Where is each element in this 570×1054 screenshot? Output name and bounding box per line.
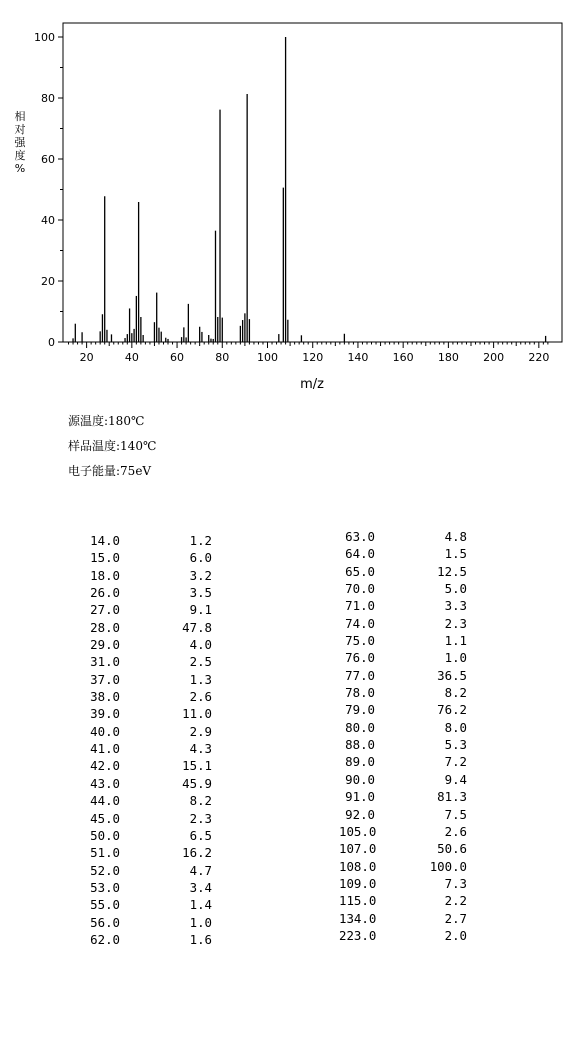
x-tick-label: 40 bbox=[124, 351, 139, 364]
table-row bbox=[84, 775, 212, 792]
intensity-value: 2.3 bbox=[189, 810, 212, 826]
table-row bbox=[84, 723, 212, 740]
y-label-char: 对 bbox=[14, 123, 26, 136]
y-label-char: 度 bbox=[14, 149, 26, 162]
intensity-value: 36.5 bbox=[437, 667, 467, 683]
intensity-value: 1.0 bbox=[189, 914, 212, 930]
intensity-value: 2.0 bbox=[444, 927, 467, 943]
intensity-value: 1.4 bbox=[189, 897, 212, 913]
mz-value: 38.0 bbox=[90, 689, 120, 705]
table-row bbox=[339, 580, 467, 597]
mz-value: 107.0 bbox=[339, 841, 377, 857]
mz-value: 39.0 bbox=[90, 706, 120, 722]
mz-value: 62.0 bbox=[90, 931, 120, 947]
y-label-char: 强 bbox=[14, 136, 26, 149]
intensity-value: 45.9 bbox=[182, 775, 212, 791]
table-row bbox=[84, 810, 212, 827]
intensity-value: 4.3 bbox=[189, 741, 212, 757]
mz-value: 70.0 bbox=[345, 581, 375, 597]
intensity-value: 16.2 bbox=[182, 845, 212, 861]
table-row bbox=[339, 788, 467, 805]
y-tick-label: 60 bbox=[41, 153, 55, 166]
y-tick-label: 80 bbox=[41, 92, 55, 105]
mz-value: 56.0 bbox=[90, 914, 120, 930]
intensity-value: 1.5 bbox=[444, 546, 467, 562]
intensity-value: 2.6 bbox=[444, 823, 467, 839]
mz-value: 65.0 bbox=[345, 563, 375, 579]
x-tick-label: 140 bbox=[347, 351, 369, 364]
mz-value: 91.0 bbox=[345, 789, 375, 805]
intensity-value: 1.6 bbox=[189, 931, 212, 947]
plot-frame bbox=[63, 23, 562, 342]
table-row bbox=[84, 653, 212, 670]
mz-value: 14.0 bbox=[90, 533, 120, 548]
table-row bbox=[84, 792, 212, 809]
intensity-value: 8.0 bbox=[444, 719, 467, 735]
intensity-value: 5.3 bbox=[444, 737, 467, 753]
mz-value: 37.0 bbox=[90, 671, 120, 687]
intensity-value: 9.1 bbox=[189, 602, 212, 618]
table-row bbox=[339, 823, 467, 840]
mz-value: 45.0 bbox=[90, 810, 120, 826]
x-tick-label: 80 bbox=[215, 351, 230, 364]
mz-value: 63.0 bbox=[345, 529, 375, 544]
x-tick-label: 120 bbox=[302, 351, 324, 364]
mz-value: 80.0 bbox=[345, 719, 375, 735]
mz-value: 53.0 bbox=[90, 879, 120, 895]
mz-value: 115.0 bbox=[339, 893, 377, 909]
mz-value: 26.0 bbox=[90, 585, 120, 601]
mz-value: 71.0 bbox=[345, 598, 375, 614]
mz-value: 27.0 bbox=[90, 602, 120, 618]
intensity-value: 4.7 bbox=[189, 862, 212, 878]
peak-table-left bbox=[84, 532, 212, 948]
sample-temperature: 样品温度:140℃ bbox=[68, 439, 157, 453]
intensity-value: 3.3 bbox=[444, 598, 467, 614]
mz-value: 92.0 bbox=[345, 806, 375, 822]
table-row bbox=[339, 719, 467, 736]
peak-bars bbox=[73, 37, 546, 342]
mz-value: 89.0 bbox=[345, 754, 375, 770]
table-row bbox=[339, 736, 467, 753]
table-row bbox=[339, 667, 467, 684]
source-temperature: 源温度:180℃ bbox=[68, 414, 145, 428]
table-row bbox=[339, 649, 467, 666]
table-row bbox=[339, 684, 467, 701]
table-row bbox=[84, 532, 212, 549]
intensity-value: 2.2 bbox=[444, 893, 467, 909]
intensity-value: 1.3 bbox=[189, 671, 212, 687]
table-row bbox=[339, 892, 467, 909]
table-row bbox=[339, 615, 467, 632]
mz-value: 108.0 bbox=[339, 858, 377, 874]
table-row bbox=[84, 827, 212, 844]
table-row bbox=[339, 858, 467, 875]
mz-value: 52.0 bbox=[90, 862, 120, 878]
mz-value: 44.0 bbox=[90, 793, 120, 809]
peak-table-right bbox=[339, 528, 467, 944]
intensity-value: 2.7 bbox=[444, 910, 467, 926]
intensity-value: 7.3 bbox=[444, 875, 467, 891]
x-tick-label: 160 bbox=[392, 351, 414, 364]
mz-value: 51.0 bbox=[90, 845, 120, 861]
table-row bbox=[84, 740, 212, 757]
intensity-value: 81.3 bbox=[437, 789, 467, 805]
table-row bbox=[339, 927, 467, 944]
x-axis bbox=[69, 342, 550, 364]
intensity-value: 2.5 bbox=[189, 654, 212, 670]
table-row bbox=[84, 914, 212, 931]
table-row bbox=[84, 879, 212, 896]
table-row bbox=[339, 840, 467, 857]
intensity-value: 8.2 bbox=[444, 685, 467, 701]
intensity-value: 7.2 bbox=[444, 754, 467, 770]
table-row bbox=[84, 757, 212, 774]
table-row bbox=[339, 545, 467, 562]
intensity-value: 15.1 bbox=[182, 758, 212, 774]
mz-value: 134.0 bbox=[339, 910, 377, 926]
table-row bbox=[84, 844, 212, 861]
mz-value: 50.0 bbox=[90, 827, 120, 843]
table-row bbox=[84, 601, 212, 618]
y-tick-label: 0 bbox=[48, 336, 55, 349]
mz-value: 42.0 bbox=[90, 758, 120, 774]
intensity-value: 11.0 bbox=[182, 706, 212, 722]
mz-value: 64.0 bbox=[345, 546, 375, 562]
electron-energy: 电子能量:75eV bbox=[68, 464, 152, 478]
y-axis-label bbox=[15, 109, 27, 175]
intensity-value: 1.1 bbox=[444, 633, 467, 649]
mz-value: 76.0 bbox=[345, 650, 375, 666]
table-row bbox=[84, 671, 212, 688]
intensity-value: 1.0 bbox=[444, 650, 467, 666]
y-label-char: % bbox=[14, 162, 26, 175]
intensity-value: 4.0 bbox=[189, 637, 212, 653]
y-tick-label: 40 bbox=[41, 214, 55, 227]
intensity-value: 76.2 bbox=[437, 702, 467, 718]
y-label-char: 相 bbox=[14, 110, 26, 123]
table-row bbox=[339, 597, 467, 614]
mz-value: 105.0 bbox=[339, 823, 377, 839]
intensity-value: 3.4 bbox=[189, 879, 212, 895]
y-tick-label: 20 bbox=[41, 275, 55, 288]
intensity-value: 6.5 bbox=[189, 827, 212, 843]
intensity-value: 7.5 bbox=[444, 806, 467, 822]
table-row bbox=[84, 619, 212, 636]
intensity-value: 3.5 bbox=[189, 585, 212, 601]
table-row bbox=[339, 753, 467, 770]
table-row bbox=[339, 528, 467, 545]
intensity-value: 50.6 bbox=[437, 841, 467, 857]
x-axis-label: m/z bbox=[300, 377, 324, 392]
mass-spectrum-chart bbox=[0, 0, 570, 400]
x-tick-label: 60 bbox=[170, 351, 185, 364]
table-row bbox=[339, 806, 467, 823]
x-tick-label: 180 bbox=[437, 351, 459, 364]
intensity-value: 2.9 bbox=[189, 723, 212, 739]
table-row bbox=[339, 875, 467, 892]
table-row bbox=[339, 910, 467, 927]
mz-value: 78.0 bbox=[345, 685, 375, 701]
intensity-value: 1.2 bbox=[189, 533, 212, 548]
intensity-value: 47.8 bbox=[182, 619, 212, 635]
y-axis bbox=[34, 31, 63, 349]
mz-value: 223.0 bbox=[339, 927, 377, 943]
intensity-value: 4.8 bbox=[444, 529, 467, 544]
mz-value: 109.0 bbox=[339, 875, 377, 891]
table-row bbox=[84, 584, 212, 601]
mz-value: 18.0 bbox=[90, 567, 120, 583]
intensity-value: 5.0 bbox=[444, 581, 467, 597]
table-row bbox=[84, 636, 212, 653]
intensity-value: 9.4 bbox=[444, 771, 467, 787]
mz-value: 41.0 bbox=[90, 741, 120, 757]
table-row bbox=[84, 567, 212, 584]
intensity-value: 3.2 bbox=[189, 567, 212, 583]
x-tick-label: 220 bbox=[528, 351, 550, 364]
table-row bbox=[84, 931, 212, 948]
table-row bbox=[339, 771, 467, 788]
mz-value: 28.0 bbox=[90, 619, 120, 635]
x-tick-label: 20 bbox=[79, 351, 94, 364]
intensity-value: 12.5 bbox=[437, 563, 467, 579]
mz-value: 55.0 bbox=[90, 897, 120, 913]
table-row bbox=[84, 896, 212, 913]
table-row bbox=[84, 549, 212, 566]
mz-value: 15.0 bbox=[90, 550, 120, 566]
table-row bbox=[84, 688, 212, 705]
x-tick-label: 100 bbox=[256, 351, 278, 364]
intensity-value: 8.2 bbox=[189, 793, 212, 809]
mz-value: 40.0 bbox=[90, 723, 120, 739]
mz-value: 79.0 bbox=[345, 702, 375, 718]
mz-value: 31.0 bbox=[90, 654, 120, 670]
table-row bbox=[84, 862, 212, 879]
mz-value: 43.0 bbox=[90, 775, 120, 791]
mz-value: 75.0 bbox=[345, 633, 375, 649]
intensity-value: 6.0 bbox=[189, 550, 212, 566]
mz-value: 90.0 bbox=[345, 771, 375, 787]
mz-value: 88.0 bbox=[345, 737, 375, 753]
mz-value: 29.0 bbox=[90, 637, 120, 653]
mz-value: 74.0 bbox=[345, 615, 375, 631]
intensity-value: 100.0 bbox=[429, 858, 467, 874]
y-tick-label: 100 bbox=[34, 31, 55, 44]
intensity-value: 2.3 bbox=[444, 615, 467, 631]
table-row bbox=[84, 705, 212, 722]
intensity-value: 2.6 bbox=[189, 689, 212, 705]
table-row bbox=[339, 701, 467, 718]
table-row bbox=[339, 632, 467, 649]
mz-value: 77.0 bbox=[345, 667, 375, 683]
table-row bbox=[339, 563, 467, 580]
x-tick-label: 200 bbox=[483, 351, 505, 364]
